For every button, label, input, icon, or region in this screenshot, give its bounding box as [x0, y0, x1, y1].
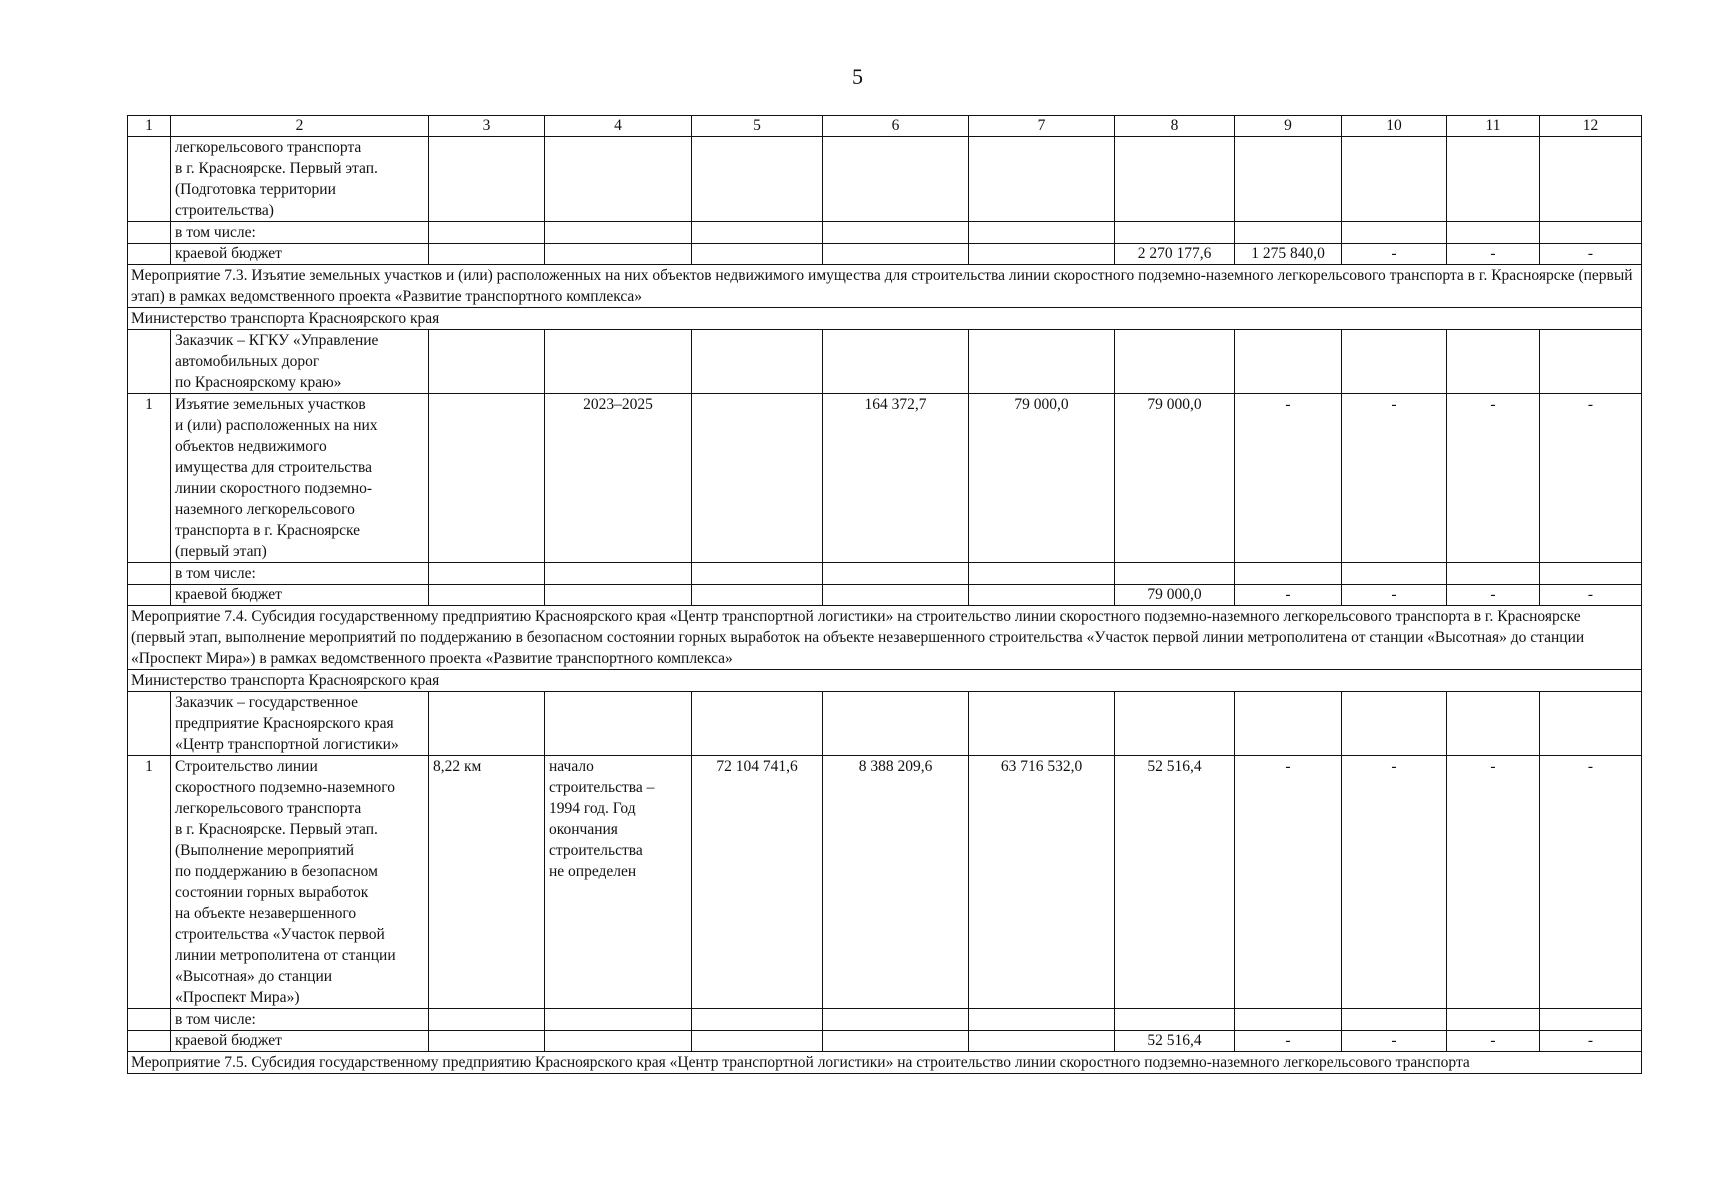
dash-cell: - — [1540, 1031, 1642, 1052]
table-row — [128, 394, 1642, 563]
dash-cell: - — [1342, 1031, 1447, 1052]
measure-title: Мероприятие 7.5. Субсидия государственному предприятию Красноярского края «Центр транспортной логистики» на строительство линии скоростного подземно-наземного легкорельсового транспорта — [128, 1052, 1642, 1074]
col-header-10: 10 — [1342, 116, 1447, 137]
customer-label: Заказчик – государственное предприятие Красноярского края «Центр транспортной логистики» — [171, 692, 429, 756]
dash-cell: - — [1342, 585, 1447, 606]
section-row — [128, 606, 1642, 670]
budget-label: краевой бюджет — [171, 1031, 429, 1052]
value-cell: 79 000,0 — [1115, 585, 1235, 606]
table-row — [128, 756, 1642, 1009]
including-label: в том числе: — [171, 1009, 429, 1031]
col-header-2: 2 — [171, 116, 429, 137]
ministry-title: Министерство транспорта Красноярского края — [128, 308, 1642, 330]
customer-label: Заказчик – КГКУ «Управление автомобильных дорог по Красноярскому краю» — [171, 330, 429, 394]
dash-cell: - — [1235, 756, 1342, 1009]
col-header-11: 11 — [1447, 116, 1540, 137]
table-row — [128, 585, 1642, 606]
dash-cell: - — [1447, 394, 1540, 563]
dash-cell: - — [1342, 394, 1447, 563]
col-header-6: 6 — [823, 116, 969, 137]
dash-cell: - — [1447, 244, 1540, 265]
section-row — [128, 1052, 1642, 1074]
col-header-5: 5 — [692, 116, 823, 137]
table-row — [128, 692, 1642, 756]
including-label: в том числе: — [171, 563, 429, 585]
col-header-9: 9 — [1235, 116, 1342, 137]
value-cell: 79 000,0 — [969, 394, 1115, 563]
table-row — [128, 244, 1642, 265]
dash-cell: - — [1447, 585, 1540, 606]
value-cell: 79 000,0 — [1115, 394, 1235, 563]
col-header-4: 4 — [545, 116, 692, 137]
value-cell: 8 388 209,6 — [823, 756, 969, 1009]
dash-cell: - — [1342, 756, 1447, 1009]
dash-cell: - — [1540, 394, 1642, 563]
section-row — [128, 308, 1642, 330]
dash-cell: - — [1540, 585, 1642, 606]
budget-label: краевой бюджет — [171, 585, 429, 606]
dash-cell: - — [1235, 1031, 1342, 1052]
header-row — [128, 116, 1642, 137]
item-name: Строительство линии скоростного подземно-наземного легкорельсового транспорта в г. Красноярске. Первый этап. (Выполнение мероприятий по поддержанию в безопасном состоянии горных выработок на объекте незавершенного строительства «Участок первой линии метрополитена от станции «Высотная» до станции «Проспект Мира») — [171, 756, 429, 1009]
col-header-1: 1 — [128, 116, 171, 137]
ministry-title: Министерство транспорта Красноярского края — [128, 670, 1642, 692]
table-row — [128, 137, 1642, 222]
col-header-12: 12 — [1540, 116, 1642, 137]
table-row — [128, 1009, 1642, 1031]
table-row — [128, 330, 1642, 394]
section-row — [128, 265, 1642, 308]
page-number: 5 — [852, 64, 863, 89]
value-cell: 1 275 840,0 — [1235, 244, 1342, 265]
including-label: в том числе: — [171, 222, 429, 244]
length-cell: 8,22 км — [429, 756, 545, 1009]
value-cell: 63 716 532,0 — [969, 756, 1115, 1009]
dash-cell: - — [1447, 1031, 1540, 1052]
budget-table — [127, 115, 1642, 1074]
col-header-7: 7 — [969, 116, 1115, 137]
measure-title: Мероприятие 7.3. Изъятие земельных участков и (или) расположенных на них объектов недвижимого имущества для строительства линии скоростного подземно-наземного легкорельсового транспорта в г. Красноярске (первый этап) в рамках ведомственного проекта «Развитие транспортного комплекса» — [128, 265, 1642, 308]
item-name: легкорельсового транспорта в г. Красноярске. Первый этап. (Подготовка территории строительства) — [171, 137, 429, 222]
dash-cell: - — [1447, 756, 1540, 1009]
table-row — [128, 222, 1642, 244]
item-name: Изъятие земельных участков и (или) расположенных на них объектов недвижимого имущества для строительства линии скоростного подземно- наземного легкорельсового транспорта в г. Красноярске (первый этап) — [171, 394, 429, 563]
dash-cell: - — [1342, 244, 1447, 265]
section-row — [128, 670, 1642, 692]
dash-cell: - — [1540, 244, 1642, 265]
dash-cell: - — [1540, 756, 1642, 1009]
period-cell: начало строительства – 1994 год. Год окончания строительства не определен — [545, 756, 692, 1009]
col-header-8: 8 — [1115, 116, 1235, 137]
table-row — [128, 563, 1642, 585]
budget-label: краевой бюджет — [171, 244, 429, 265]
measure-title: Мероприятие 7.4. Субсидия государственному предприятию Красноярского края «Центр транспортной логистики» на строительство линии скоростного подземно-наземного легкорельсового транспорта в г. Красноярске (первый этап, выполнение мероприятий по поддержанию в безопасном состоянии горных выработок на объекте незавершенного строительства «Участок первой линии метрополитена от станции «Высотная» до станции «Проспект Мира») в рамках ведомственного проекта «Развитие транспортного комплекса» — [128, 606, 1642, 670]
value-cell: 72 104 741,6 — [692, 756, 823, 1009]
value-cell: 2 270 177,6 — [1115, 244, 1235, 265]
value-cell: 164 372,7 — [823, 394, 969, 563]
col-header-3: 3 — [429, 116, 545, 137]
table-row — [128, 1031, 1642, 1052]
dash-cell: - — [1235, 585, 1342, 606]
row-number: 1 — [128, 394, 171, 563]
value-cell: 52 516,4 — [1115, 756, 1235, 1009]
row-number: 1 — [128, 756, 171, 1009]
period-cell: 2023–2025 — [545, 394, 692, 563]
dash-cell: - — [1235, 394, 1342, 563]
value-cell: 52 516,4 — [1115, 1031, 1235, 1052]
